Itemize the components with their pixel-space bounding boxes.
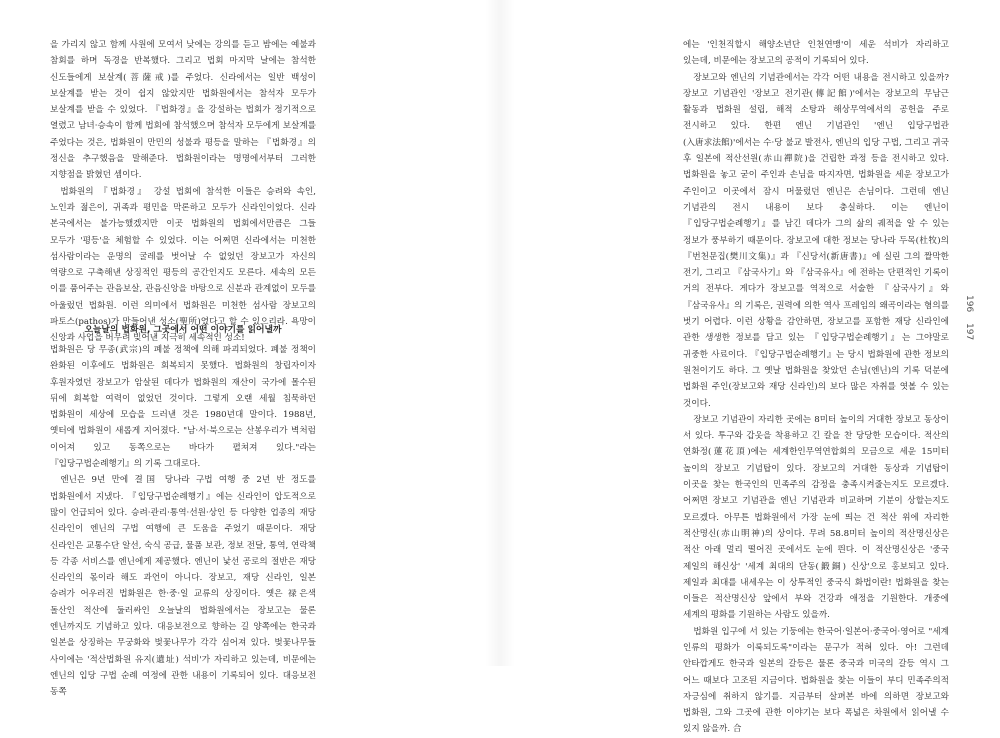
left-page-top-text xyxy=(50,37,316,347)
page-number-left: 196 xyxy=(964,295,974,313)
left-page xyxy=(0,0,500,698)
section-heading: 오늘날의 법화원, 그곳에서 어떤 이야기를 읽어낼까 xyxy=(84,325,282,335)
paragraph: 에는 '인천직할시 해양소년단 인천연맹'이 세운 석비가 자리하고 있는데, 비문에는 장보고의 공적이 기록되어 있다. xyxy=(683,40,949,67)
paragraph: 장보고와 엔닌의 기념관에서는 각각 어떤 내용을 전시하고 있을까? 장보고 기념관인 '장보고 전기관(傳記館)'에서는 장보고의 무남근 활동과 법화원 설립, 해적 소탕과 해상무역에서의 공헌을 주로 전시하고 있다. 한편 엔닌 기념관인 '엔닌 입당구법관(入唐求法館)'에서는 수·당 불교 발전사, 엔닌의 입당 구법, 그리고 귀국 후 일본에 적산선원(赤山禪院)을 건립한 과정 등을 전시하고 있다. 법화원을 놓고 굳이 주인과 손님을 따지자면, 법화원을 세운 장보고가 주인이고 이곳에서 잠시 머물렀던 엔닌은 손님이다. 그런데 엔닌 기념관의 전시 내용이 보다 충실하다. 이는 엔닌이 『입당구법순례행기』를 남긴 데다가 그의 삶의 궤적을 알 수 있는 정보가 풍부하기 때문이다. 장보고에 대한 정보는 당나라 두목(杜牧)의 『번천문집(樊川文集)』과 『신당서(新唐書)』에 실린 그의 짤막한 전기, 그리고 『삼국사기』와 『삼국유사』에 전하는 단편적인 기록이 거의 전부다. 게다가 장보고를 역적으로 서술한 『삼국사기』와 『삼국유사』의 기록은, 권력에 의한 역사 프레임의 왜곡이라는 혐의를 벗기 어렵다. 이런 상황을 감안하면, 장보고를 포함한 재당 신라인에 관한 생생한 정보를 담고 있는 『입당구법순례행기』는 그야말로 귀중한 사료이다. 『입당구법순례행기』는 당시 법화원에 관한 정보의 원천이기도 하다. 그 옛날 법화원을 찾았던 손님(엔닌)의 기록 덕분에 법화원 주인(장보고와 재당 신라인)의 보다 많은 자취를 엿볼 수 있는 것이다. xyxy=(683,72,949,409)
paragraph: 법화원은 당 무종(武宗)의 폐불 정책에 의해 파괴되었다. 폐불 정책이 완화된 이후에도 법화원은 회복되지 못했다. 법화원의 창립자이자 후원자였던 장보고가 암살된 데다가 법화원의 재산이 국가에 몰수된 뒤에 회복할 여력이 없었던 것이다. 그렇게 오랜 세월 침묵하던 법화원이 세상에 모습을 드러낸 것은 1980년대 말이다. 1988년, 옛터에 법화원이 새롭게 지어졌다. "남·서·북으로는 산봉우리가 벽처럼 이어져 있고 동쪽으로는 바다가 펼쳐져 있다."라는 『입당구법순례행기』의 기록 그대로다. xyxy=(50,345,316,470)
paragraph: 엔닌은 9년 만에 결国 당나라 구법 여행 중 2년 반 정도를 법화원에서 지냈다. 『입당구법순례행기』에는 신라인이 압도적으로 많이 언급되어 있다. 승려·관리·통역·선원·상인 등 다양한 업종의 재당 신라인이 엔닌의 구법 여행에 큰 도움을 주었기 때문이다. 재당 신라인은 교통수단 알선, 숙식 공급, 물품 보관, 정보 전달, 통역, 연락책 등 각종 서비스를 엔닌에게 제공했다. 엔닌이 낯선 공로의 절반은 재당 신라인의 몫이라 해도 과언이 아니다. 장보고, 재당 신라인, 일본 승려가 어우러진 법화원은 한·중·일 교류의 상징이다. 옛은 禄은색 돌산인 적산에 둘러싸인 오늘날의 법화원에서는 장보고는 물론 엔닌까지도 기념하고 있다. 대응보전으로 향하는 길 양쪽에는 한국과 일본을 상징하는 무궁화와 벚꽃나무가 각각 심어져 있다. 벚꽃나무들 사이에는 '적산법화원 유지(遺址) 석비'가 자리하고 있는데, 비문에는 엔닌의 입당 구법 순례 여정에 관한 내용이 기록되어 있다. 대응보전 동쪽 xyxy=(50,475,316,698)
right-page-text xyxy=(683,37,949,738)
paragraph: 을 가리지 않고 함께 사원에 모여서 낮에는 강의를 듣고 밤에는 예불과 참회를 하며 독경을 반복했다. 그리고 법회 마지막 날에는 참석한 신도들에게 보살계(菩薩戒)를 주었다. 신라에서는 일반 백성이 보살계를 받는 것이 쉽지 않았지만 법화원에서는 참석자 모두가 보살계를 받을 수 있었다. 『법화경』을 강설하는 법회가 정기적으로 열렸고 남녀·승속이 함께 법회에 참석했으며 참석자 모두에게 보살계를 주었다는 것은, 법화원이 만민의 성불과 평등을 말하는 『법화경』의 정신을 추구했음을 말해준다. 법화원이라는 명명에서부터 그러한 지향점을 밝혔던 셈이다. xyxy=(50,40,316,181)
page-numbers xyxy=(961,295,975,348)
left-page-bottom-text xyxy=(50,342,316,701)
page-number-right: 197 xyxy=(964,323,974,341)
paragraph: 장보고 기념관이 자리한 곳에는 8미터 높이의 거대한 장보고 동상이 서 있다. 투구와 갑옷을 착용하고 긴 칼을 찬 당당한 모습이다. 적산의 연화정(蓮花頂)에는 세계한인무역연합회의 모금으로 세운 15미터 높이의 장보고 기념탑이 있다. 장보고의 거대한 동상과 기념탑이 이곳을 찾는 한국인의 민족주의 감정을 충족시켜줄는지도 모르겠다. 어쩌면 장보고 기념관을 엔닌 기념관과 비교하며 기분이 상할는지도 모르겠다. 아무튼 법화원에서 가장 눈에 띄는 건 적산 위에 자리한 적산명신(赤山明神)의 상이다. 무려 58.8미터 높이의 적산명신상은 적산 아래 멀리 떨어진 곳에서도 눈에 띈다. 이 적산명신상은 '중국 제일의 해신상' '세계 최대의 단동(鍛銅) 신상'으로 홍보되고 있다. 제일과 최대를 내세우는 이 상투적인 중국식 화법이란! 법화원을 찾는 이들은 적산명신상 앞에서 부와 건강과 애정을 기원한다. 개중에 세계의 평화를 기원하는 사람도 있을까. xyxy=(683,414,949,621)
paragraph: 법화원 입구에 서 있는 기둥에는 한국어·일본어·중국어·영어로 "세계 인류의 평화가 이룩되도록"이라는 문구가 적혀 있다. 아! 그런데 안타깝게도 한국과 일본의 갈등은 물론 중국과 미국의 갈등 역시 그 어느 때보다 고조된 지금이다. 법화원을 찾는 이들이 부디 민족주의적 자긍심에 취하지 않기를. 지금부터 살펴본 바에 의하면 장보고와 법화원, 그와 그곳에 관한 이야기는 보다 폭넓은 차원에서 읽어낼 수 있지 않을까. 合 xyxy=(683,626,949,735)
paragraph: 법화원의 『법화경』 강설 법회에 참석한 이들은 승려와 속인, 노인과 젊은이, 귀족과 평민을 막론하고 모두가 신라인이었다. 신라 본국에서는 불가능했겠지만 이곳 법화원의 법회에서만큼은 그들 모두가 '평등'을 체험할 수 있었다. 이는 어쩌면 신라에서는 미천한 섬사람이라는 운명의 굴레를 벗어날 수 없었던 장보고가 자신의 역량으로 구축해낸 상징적인 평등의 공간인지도 모른다. 세속의 모든 이를 품어주는 관음보살, 관음신앙을 바탕으로 신분과 관계없이 모두를 아울렀던 법화원. 이런 의미에서 법화원은 미천한 섬사람 장보고의 파토스(pathos)가 만들어낸 성소(聖所)였다고 할 수 있으리라. 욕망이 신앙과 사업을 버무려 빚어낸 지극히 세속적인 성소! xyxy=(50,186,316,344)
